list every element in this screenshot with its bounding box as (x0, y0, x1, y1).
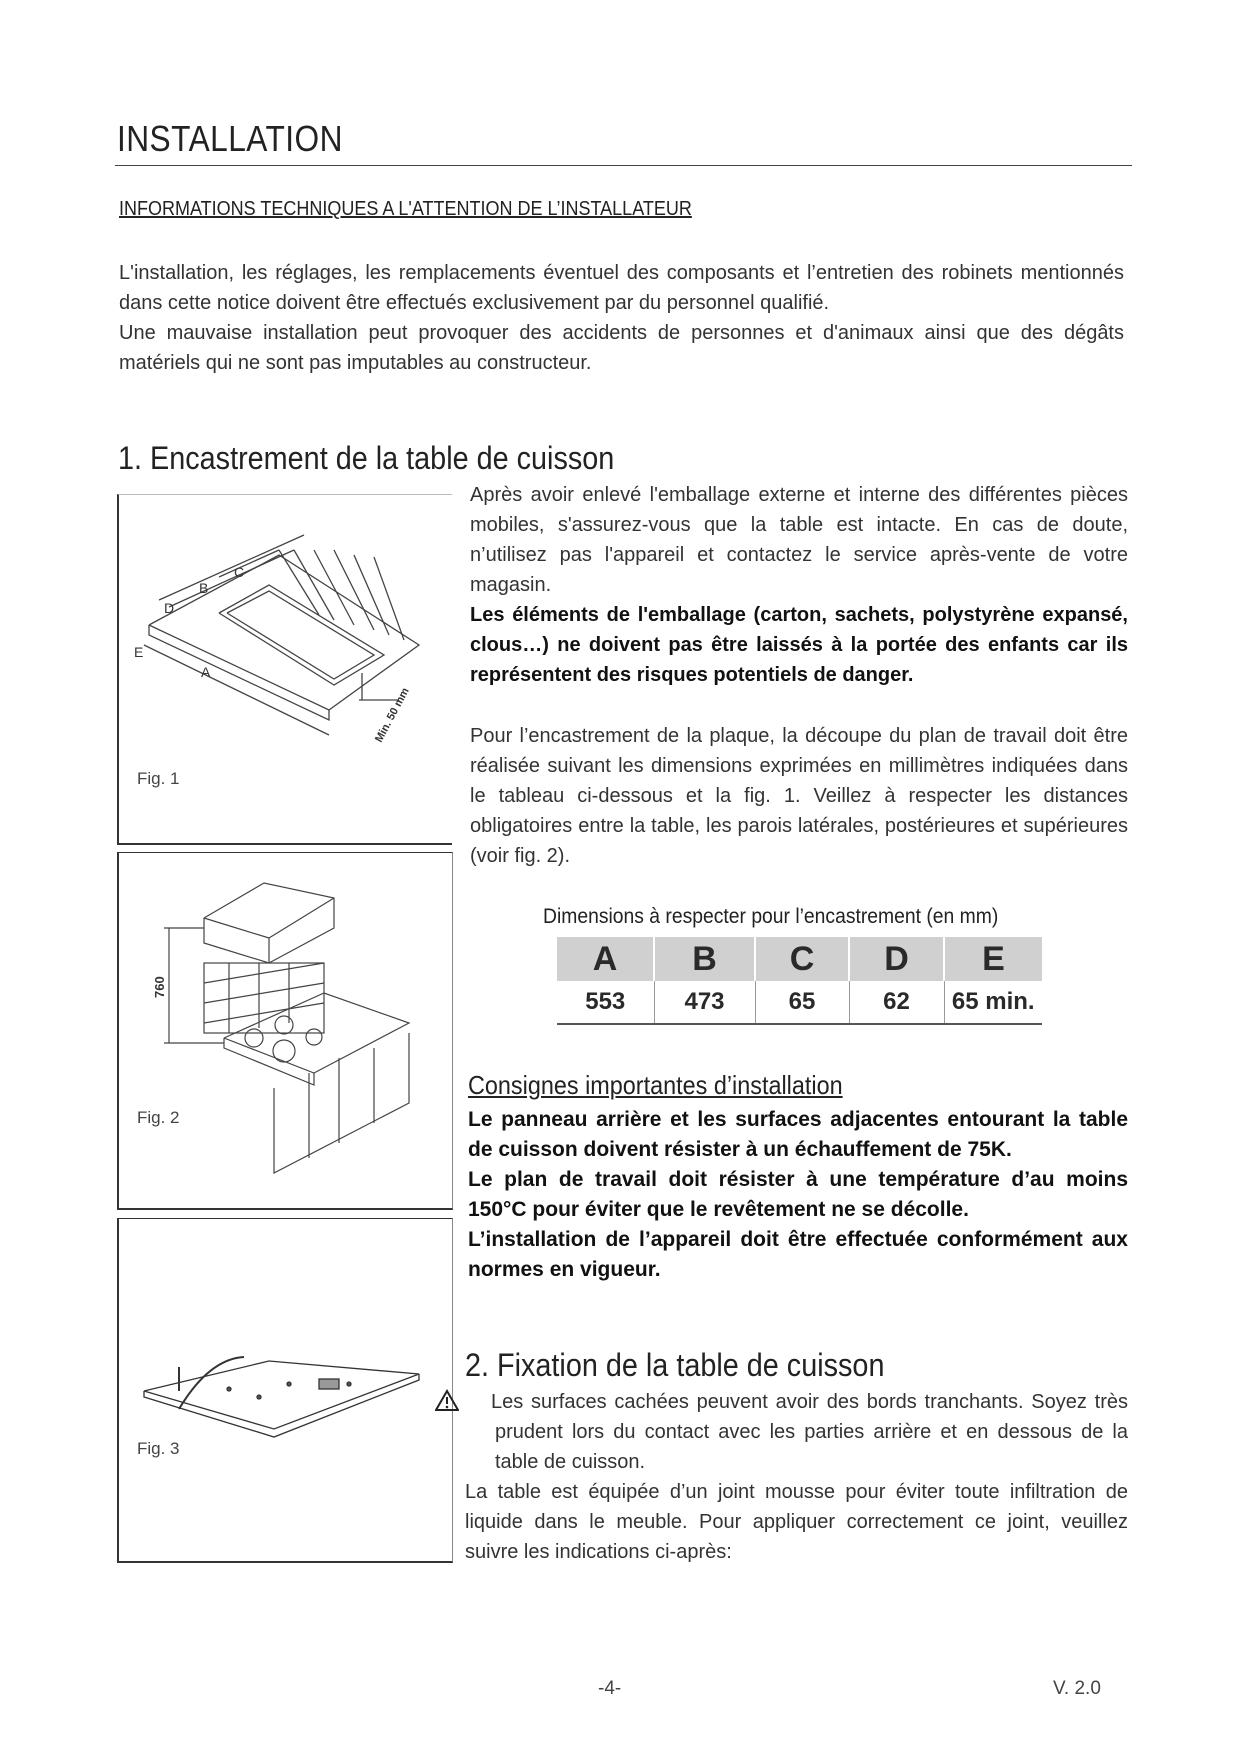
title-divider (115, 165, 1132, 166)
technical-info-heading: INFORMATIONS TECHNIQUES A L'ATTENTION DE L’INSTALLATEUR (119, 198, 692, 220)
figure-2 (117, 852, 453, 1210)
intro-text (119, 258, 1124, 378)
guideline-heat-resistance: Le panneau arrière et les surfaces adjacentes entourant la table de cuisson doivent résister à un échauffement de 75K. (468, 1108, 1128, 1161)
figure-2-label: Fig. 2 (137, 1108, 180, 1127)
figure-1 (117, 494, 452, 845)
section-1-paragraph-2 (470, 721, 1128, 871)
dim-letter-d: D (164, 600, 175, 616)
dim-letter-b: B (199, 580, 209, 596)
height-760-label: 760 (152, 976, 167, 998)
warning-triangle-icon (465, 1387, 491, 1417)
section-1-title: 1. Encastrement de la table de cuisson (118, 440, 615, 476)
dim-header-e: E (944, 937, 1042, 981)
packaging-warning-text: Les éléments de l'emballage (carton, sachets, polystyrène expansé, clous…) ne doivent pas être laissés à la portée des enfants car ils représentent des risques potentiels de danger. (470, 604, 1128, 686)
dimensions-header-row (557, 937, 1042, 981)
min-distance-label: Min. 50 mm (373, 685, 412, 745)
dim-header-b: B (654, 937, 755, 981)
dim-letter-e: E (134, 644, 144, 660)
dimensions-value-row (557, 981, 1042, 1024)
dim-letter-a: A (201, 664, 211, 680)
figure-3-label: Fig. 3 (137, 1439, 180, 1458)
dimensions-table-caption: Dimensions à respecter pour l’encastrement (en mm) (543, 905, 999, 928)
section-2-body (465, 1387, 1128, 1567)
guideline-standards: L’installation de l’appareil doit être effectuée conformément aux normes en vigueur. (468, 1228, 1128, 1281)
foam-seal-text: La table est équipée d’un joint mousse pour éviter toute infiltration de liquide dans le meuble. Pour appliquer correctement ce joint, veuillez suivre les indications ci-après: (465, 1481, 1128, 1563)
hob-underside-drawing (119, 1219, 452, 1561)
cutout-instructions-text: Pour l’encastrement de la plaque, la découpe du plan de travail doit être réalisée suivant les dimensions exprimées en millimètres indiquées dans le tableau ci-dessous et la fig. 1. Veillez à respecter les distances obligatoires entre la table, les parois latérales, postérieures et supérieures (voir fig. 2). (470, 725, 1128, 867)
page-title: INSTALLATION (117, 118, 343, 159)
dim-header-d: D (849, 937, 944, 981)
figure-1-label: Fig. 1 (137, 769, 180, 788)
section-1-paragraph-1 (470, 480, 1128, 690)
installation-guidelines-title: Consignes importantes d’installation (468, 1070, 843, 1100)
intro-paragraph-1: L'installation, les réglages, les remplacements éventuel des composants et l’entretien des robinets mentionnés dans cette notice doivent être effectués exclusivement par du personnel qualifié. (119, 262, 1124, 314)
dim-value-a: 553 (557, 981, 654, 1024)
figure-3 (117, 1218, 453, 1563)
dim-value-b: 473 (654, 981, 755, 1024)
dim-value-c: 65 (755, 981, 849, 1024)
dim-letter-c: C (234, 564, 245, 580)
sharp-edges-warning-text: Les surfaces cachées peuvent avoir des bords tranchants. Soyez très prudent lors du contact avec les parties arrière et en dessous de la table de cuisson. (491, 1391, 1128, 1473)
dim-header-c: C (755, 937, 849, 981)
dimensions-table (557, 937, 1042, 1025)
dim-value-e: 65 min. (944, 981, 1042, 1024)
document-version: V. 2.0 (1053, 1678, 1101, 1699)
section-2-title: 2. Fixation de la table de cuisson (465, 1347, 885, 1383)
cutout-dimensions-drawing (119, 495, 452, 843)
sharp-edges-warning (465, 1387, 1128, 1477)
dim-header-a: A (557, 937, 654, 981)
clearance-drawing (119, 853, 452, 1208)
page-number: -4- (598, 1678, 622, 1699)
intro-paragraph-2: Une mauvaise installation peut provoquer des accidents de personnes et d'animaux ainsi que des dégâts matériels qui ne sont pas imputables au constructeur. (119, 322, 1124, 374)
dim-value-d: 62 (849, 981, 944, 1024)
guideline-worktop-temperature: Le plan de travail doit résister à une température d’au moins 150°C pour éviter que le revêtement ne se décolle. (468, 1168, 1128, 1221)
unpacking-text: Après avoir enlevé l'emballage externe et interne des différentes pièces mobiles, s'assurez-vous que la table est intacte. En cas de doute, n’utilisez pas l'appareil et contactez le service après-vente de votre magasin. (470, 484, 1128, 596)
installation-guidelines (468, 1105, 1128, 1285)
